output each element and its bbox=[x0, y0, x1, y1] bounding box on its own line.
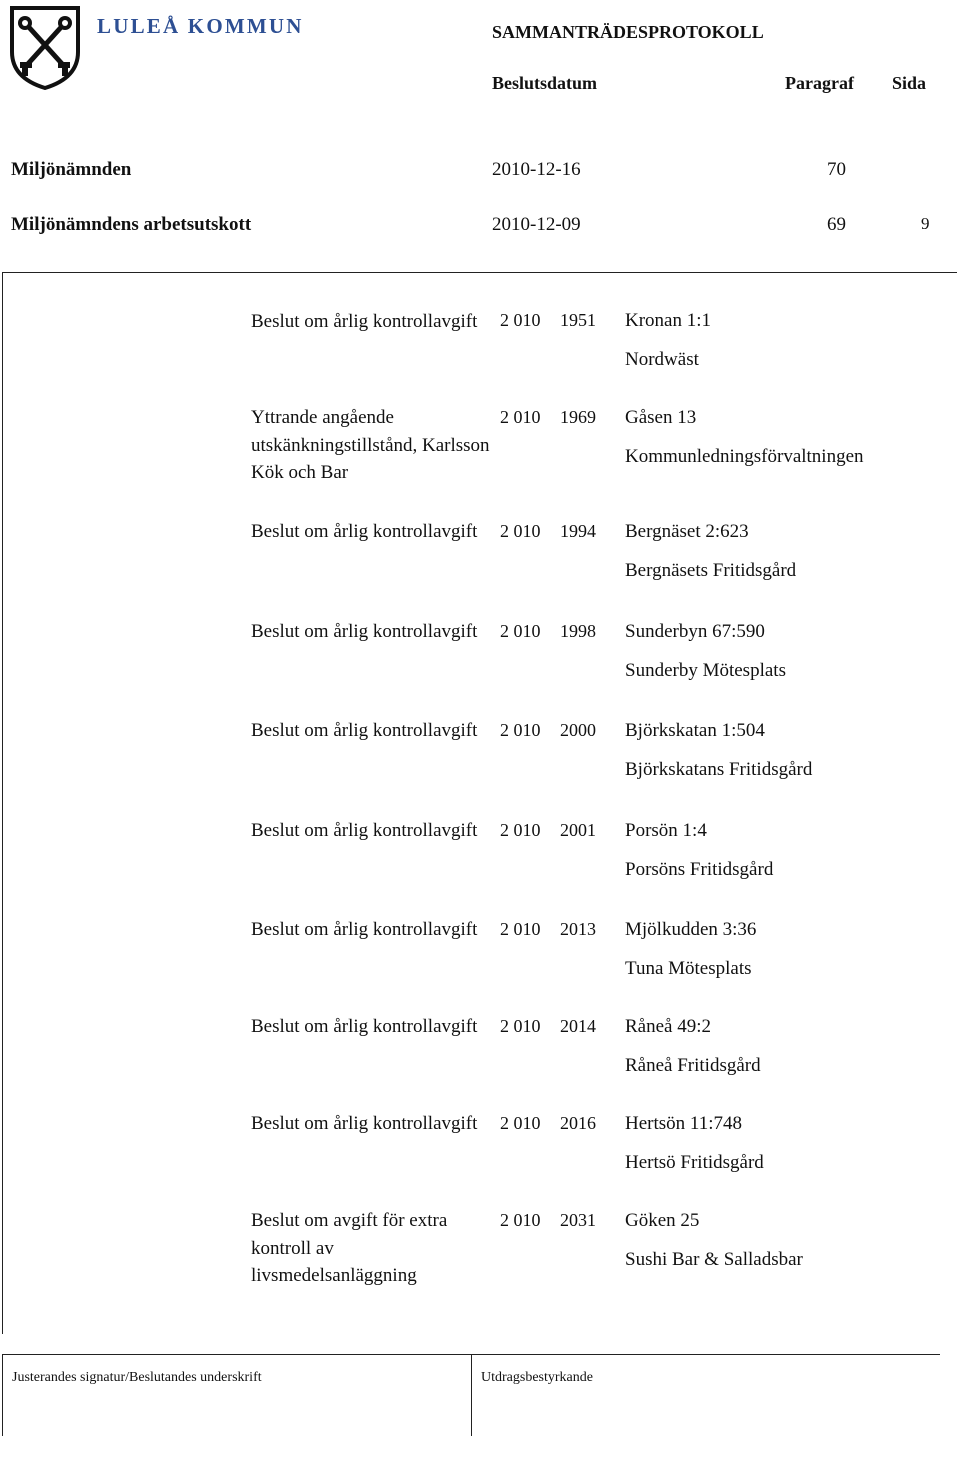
item-recipient: Bergnäsets Fritidsgård bbox=[625, 560, 797, 581]
item-property: Sunderbyn 67:590 bbox=[625, 621, 765, 642]
item-year: 2 010 bbox=[500, 919, 541, 939]
item-recipient: Björkskatans Fritidsgård bbox=[625, 759, 813, 780]
item-number: 2014 bbox=[560, 1016, 596, 1036]
item-year: 2 010 bbox=[500, 621, 541, 641]
item-property: Göken 25 bbox=[625, 1210, 700, 1231]
item-number: 2031 bbox=[560, 1210, 596, 1230]
item-recipient: Sunderby Mötesplats bbox=[625, 660, 786, 681]
item-recipient: Nordwäst bbox=[625, 349, 699, 370]
meta-body-name: Miljönämndens arbetsutskott bbox=[11, 214, 252, 235]
item-description: Beslut om årlig kontrollavgift bbox=[251, 1016, 478, 1037]
lulea-coat-of-arms-logo bbox=[8, 4, 82, 90]
item-number: 1951 bbox=[560, 310, 596, 330]
item-number: 2000 bbox=[560, 720, 596, 740]
item-property: Gåsen 13 bbox=[625, 407, 697, 428]
item-property: Mjölkudden 3:36 bbox=[625, 919, 757, 940]
item-number: 2016 bbox=[560, 1113, 596, 1133]
item-number: 1994 bbox=[560, 521, 596, 541]
item-description: Beslut om avgift för extra kontroll av livsmedelsanläggning bbox=[251, 1210, 448, 1286]
item-property: Porsön 1:4 bbox=[625, 820, 707, 841]
column-header-date: Beslutsdatum bbox=[492, 73, 598, 93]
item-year: 2 010 bbox=[500, 1210, 541, 1230]
meta-page-number: 9 bbox=[921, 214, 930, 233]
item-recipient: Råneå Fritidsgård bbox=[625, 1055, 761, 1076]
item-property: Bergnäset 2:623 bbox=[625, 521, 749, 542]
item-property: Råneå 49:2 bbox=[625, 1016, 712, 1037]
item-year: 2 010 bbox=[500, 720, 541, 740]
meta-date: 2010-12-09 bbox=[492, 214, 581, 235]
item-property: Hertsön 11:748 bbox=[625, 1113, 742, 1134]
item-number: 2001 bbox=[560, 820, 596, 840]
item-description: Beslut om årlig kontrollavgift bbox=[251, 1113, 478, 1134]
meta-date: 2010-12-16 bbox=[492, 159, 581, 180]
footer-left-border bbox=[2, 1354, 3, 1436]
item-year: 2 010 bbox=[500, 407, 541, 427]
item-property: Björkskatan 1:504 bbox=[625, 720, 765, 741]
signature-field-label: Justerandes signatur/Beslutandes underskrift bbox=[12, 1370, 262, 1385]
item-description: Beslut om årlig kontrollavgift bbox=[251, 621, 478, 642]
item-description: Beslut om årlig kontrollavgift bbox=[251, 521, 478, 542]
item-recipient: Sushi Bar & Salladsbar bbox=[625, 1249, 803, 1270]
meta-paragraph: 70 bbox=[827, 159, 846, 180]
organization-name: LULEÅ KOMMUN bbox=[97, 14, 304, 38]
item-description: Beslut om årlig kontrollavgift bbox=[251, 820, 478, 841]
item-recipient: Porsöns Fritidsgård bbox=[625, 859, 774, 880]
item-recipient: Hertsö Fritidsgård bbox=[625, 1152, 764, 1173]
item-number: 1969 bbox=[560, 407, 596, 427]
column-header-page: Sida bbox=[892, 73, 927, 93]
meta-body-name: Miljönämnden bbox=[11, 159, 132, 180]
item-number: 1998 bbox=[560, 621, 596, 641]
item-description: Beslut om årlig kontrollavgift bbox=[251, 720, 478, 741]
item-recipient: Kommunledningsförvaltningen bbox=[625, 446, 864, 467]
meta-paragraph: 69 bbox=[827, 214, 846, 235]
footer-column-divider bbox=[471, 1354, 472, 1436]
item-description: Beslut om årlig kontrollavgift bbox=[251, 311, 478, 332]
item-number: 2013 bbox=[560, 919, 596, 939]
certification-field-label: Utdragsbestyrkande bbox=[481, 1370, 593, 1385]
column-header-paragraph: Paragraf bbox=[785, 73, 854, 93]
item-year: 2 010 bbox=[500, 521, 541, 541]
item-recipient: Tuna Mötesplats bbox=[625, 958, 752, 979]
item-year: 2 010 bbox=[500, 310, 541, 330]
item-description: Beslut om årlig kontrollavgift bbox=[251, 919, 478, 940]
item-description: Yttrande angående utskänkningstillstånd, Karlsson Kök och Bar bbox=[251, 407, 490, 483]
item-property: Kronan 1:1 bbox=[625, 310, 712, 331]
document-type-title: SAMMANTRÄDESPROTOKOLL bbox=[492, 22, 764, 42]
item-year: 2 010 bbox=[500, 1113, 541, 1133]
item-year: 2 010 bbox=[500, 1016, 541, 1036]
item-year: 2 010 bbox=[500, 820, 541, 840]
